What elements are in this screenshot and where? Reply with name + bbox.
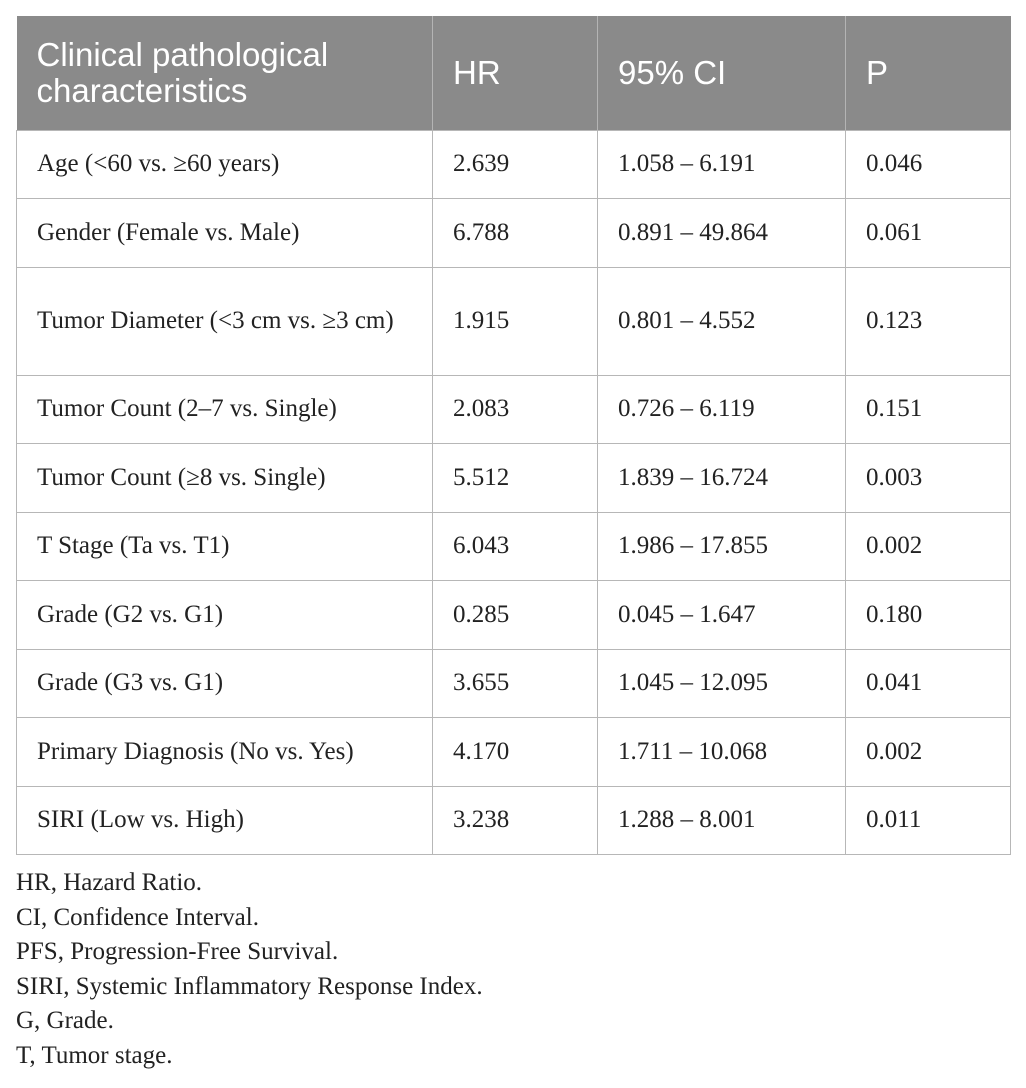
header-hr: HR bbox=[433, 16, 598, 130]
cell-hr: 1.915 bbox=[433, 267, 598, 375]
cell-ci: 1.711 – 10.068 bbox=[598, 718, 846, 787]
cell-characteristic: SIRI (Low vs. High) bbox=[17, 786, 433, 855]
cell-ci: 0.045 – 1.647 bbox=[598, 581, 846, 650]
cell-characteristic: Tumor Count (≥8 vs. Single) bbox=[17, 444, 433, 513]
header-characteristics: Clinical pathological characteristics bbox=[17, 16, 433, 130]
cell-hr: 3.238 bbox=[433, 786, 598, 855]
table-row bbox=[17, 375, 1011, 444]
footnote: G, Grade. bbox=[16, 1007, 114, 1035]
cell-characteristic: Gender (Female vs. Male) bbox=[17, 199, 433, 268]
cell-hr: 3.655 bbox=[433, 649, 598, 718]
cell-p: 0.061 bbox=[846, 199, 1011, 268]
cell-ci: 1.058 – 6.191 bbox=[598, 130, 846, 199]
cell-p: 0.041 bbox=[846, 649, 1011, 718]
table-row bbox=[17, 718, 1011, 787]
cell-hr: 2.083 bbox=[433, 375, 598, 444]
header-p: P bbox=[846, 16, 1011, 130]
footnote: T, Tumor stage. bbox=[16, 1041, 173, 1069]
cell-p: 0.046 bbox=[846, 130, 1011, 199]
cell-ci: 1.045 – 12.095 bbox=[598, 649, 846, 718]
table-header-row bbox=[17, 16, 1011, 130]
cell-hr: 6.043 bbox=[433, 512, 598, 581]
table-footnotes bbox=[16, 866, 1010, 1074]
table-row bbox=[17, 444, 1011, 513]
footnote: PFS, Progression-Free Survival. bbox=[16, 938, 339, 966]
cell-ci: 1.839 – 16.724 bbox=[598, 444, 846, 513]
cell-ci: 1.288 – 8.001 bbox=[598, 786, 846, 855]
cell-p: 0.151 bbox=[846, 375, 1011, 444]
table-row bbox=[17, 130, 1011, 199]
footnote: CI, Confidence Interval. bbox=[16, 903, 259, 931]
hazard-ratio-table bbox=[16, 16, 1011, 855]
cell-hr: 0.285 bbox=[433, 581, 598, 650]
cell-characteristic: Primary Diagnosis (No vs. Yes) bbox=[17, 718, 433, 787]
cell-hr: 5.512 bbox=[433, 444, 598, 513]
table-row bbox=[17, 581, 1011, 650]
cell-ci: 0.801 – 4.552 bbox=[598, 267, 846, 375]
cell-p: 0.002 bbox=[846, 718, 1011, 787]
cell-p: 0.011 bbox=[846, 786, 1011, 855]
cell-characteristic: Age (<60 vs. ≥60 years) bbox=[17, 130, 433, 199]
cell-hr: 6.788 bbox=[433, 199, 598, 268]
cell-ci: 1.986 – 17.855 bbox=[598, 512, 846, 581]
cell-characteristic: Grade (G3 vs. G1) bbox=[17, 649, 433, 718]
table-row bbox=[17, 649, 1011, 718]
table-row bbox=[17, 512, 1011, 581]
cell-p: 0.180 bbox=[846, 581, 1011, 650]
cell-characteristic: Tumor Count (2–7 vs. Single) bbox=[17, 375, 433, 444]
cell-p: 0.003 bbox=[846, 444, 1011, 513]
cell-p: 0.002 bbox=[846, 512, 1011, 581]
cell-characteristic: T Stage (Ta vs. T1) bbox=[17, 512, 433, 581]
footnote: SIRI, Systemic Inflammatory Response Index. bbox=[16, 972, 483, 1000]
table-row bbox=[17, 786, 1011, 855]
table-row bbox=[17, 267, 1011, 375]
cell-hr: 4.170 bbox=[433, 718, 598, 787]
footnote: HR, Hazard Ratio. bbox=[16, 869, 203, 896]
cell-characteristic: Tumor Diameter (<3 cm vs. ≥3 cm) bbox=[17, 267, 433, 375]
cell-ci: 0.726 – 6.119 bbox=[598, 375, 846, 444]
table-row bbox=[17, 199, 1011, 268]
cell-hr: 2.639 bbox=[433, 130, 598, 199]
header-ci: 95% CI bbox=[598, 16, 846, 130]
cell-p: 0.123 bbox=[846, 267, 1011, 375]
cell-ci: 0.891 – 49.864 bbox=[598, 199, 846, 268]
cell-characteristic: Grade (G2 vs. G1) bbox=[17, 581, 433, 650]
